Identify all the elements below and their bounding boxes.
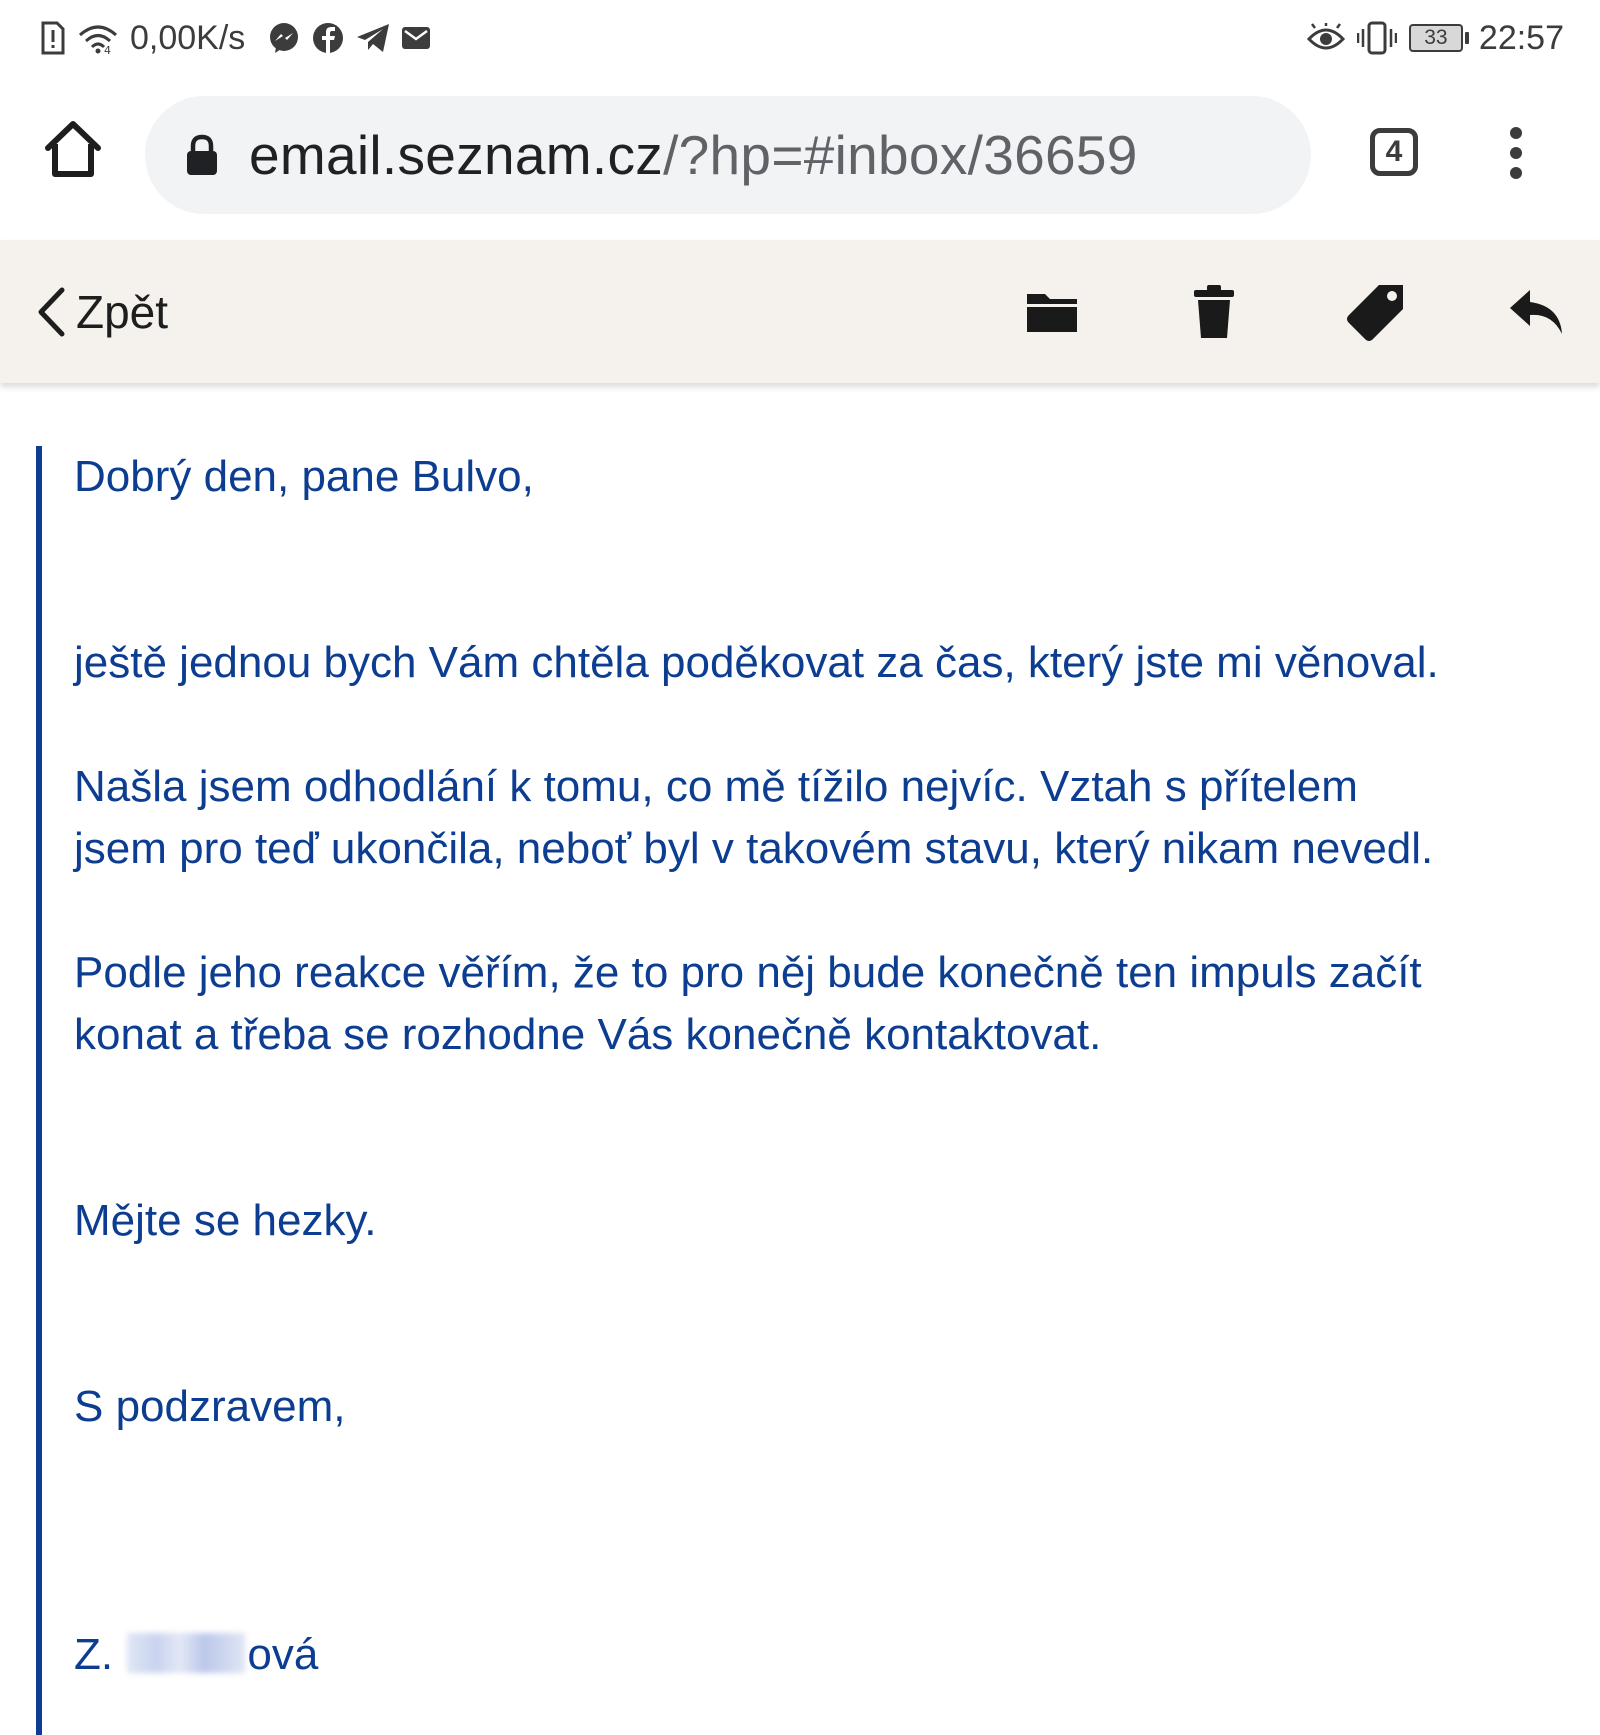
- home-button[interactable]: [40, 116, 106, 182]
- clock: 22:57: [1478, 18, 1564, 57]
- signature-suffix: ová: [247, 1630, 319, 1679]
- email-paragraph: Našla jsem odhodlání k tomu, co mě tížilo nejvíc. Vztah s přítelem: [74, 762, 1358, 811]
- telegram-icon: [355, 21, 391, 55]
- facebook-icon: [311, 21, 345, 55]
- alert-icon: [40, 21, 66, 55]
- email-paragraph: ještě jednou bych Vám chtěla poděkovat za čas, který jste mi věnoval.: [74, 638, 1439, 687]
- url-path: /?hp=#inbox/36659: [663, 124, 1138, 186]
- reply-button[interactable]: [1498, 274, 1574, 350]
- tag-icon: [1345, 281, 1407, 343]
- wifi-icon: [76, 21, 120, 55]
- browser-menu-button[interactable]: [1490, 121, 1542, 185]
- email-closing: S podzravem,: [74, 1382, 346, 1431]
- svg-text:4: 4: [104, 44, 111, 55]
- back-label: Zpět: [76, 285, 169, 338]
- signature-prefix: Z.: [74, 1630, 114, 1679]
- home-icon: [42, 118, 104, 180]
- folder-icon: [1025, 290, 1079, 334]
- email-toolbar: [0, 240, 1600, 383]
- reply-icon: [1506, 286, 1566, 338]
- address-bar[interactable]: [145, 96, 1311, 214]
- battery-icon: [1409, 24, 1469, 52]
- email-paragraph: Podle jeho reakce věřím, že to pro něj bude konečně ten impuls začít: [74, 948, 1422, 997]
- eye-icon: [1307, 23, 1345, 53]
- status-bar: [0, 0, 1600, 76]
- trash-icon: [1193, 284, 1235, 340]
- more-vertical-icon: [1508, 126, 1524, 180]
- back-button[interactable]: [36, 240, 168, 383]
- status-bar-left: [40, 0, 441, 76]
- tab-switcher-button[interactable]: 4: [1370, 128, 1418, 176]
- redacted-name: [127, 1633, 245, 1673]
- net-speed: 0,00K/s: [130, 18, 246, 57]
- url-host: email.seznam.cz: [249, 124, 664, 186]
- email-content: [36, 446, 1566, 1735]
- move-to-folder-button[interactable]: [1014, 274, 1090, 350]
- email-greeting: Dobrý den, pane Bulvo,: [74, 452, 534, 501]
- vibrate-icon: [1357, 21, 1397, 55]
- delete-button[interactable]: [1176, 274, 1252, 350]
- browser-toolbar: [0, 76, 1600, 240]
- url-text: [249, 123, 1138, 187]
- status-bar-right: [1307, 0, 1564, 76]
- email-signature: [74, 1624, 318, 1686]
- email-closing: Mějte se hezky.: [74, 1196, 377, 1245]
- chevron-left-icon: [36, 286, 66, 338]
- email-paragraph: jsem pro teď ukončila, neboť byl v takovém stavu, který nikam nevedl.: [74, 824, 1434, 873]
- label-button[interactable]: [1338, 274, 1414, 350]
- lock-icon: [185, 134, 219, 176]
- mail-icon: [401, 25, 431, 51]
- messenger-icon: [267, 21, 301, 55]
- battery-level: 33: [1409, 24, 1463, 52]
- email-paragraph: konat a třeba se rozhodne Vás konečně kontaktovat.: [74, 1010, 1102, 1059]
